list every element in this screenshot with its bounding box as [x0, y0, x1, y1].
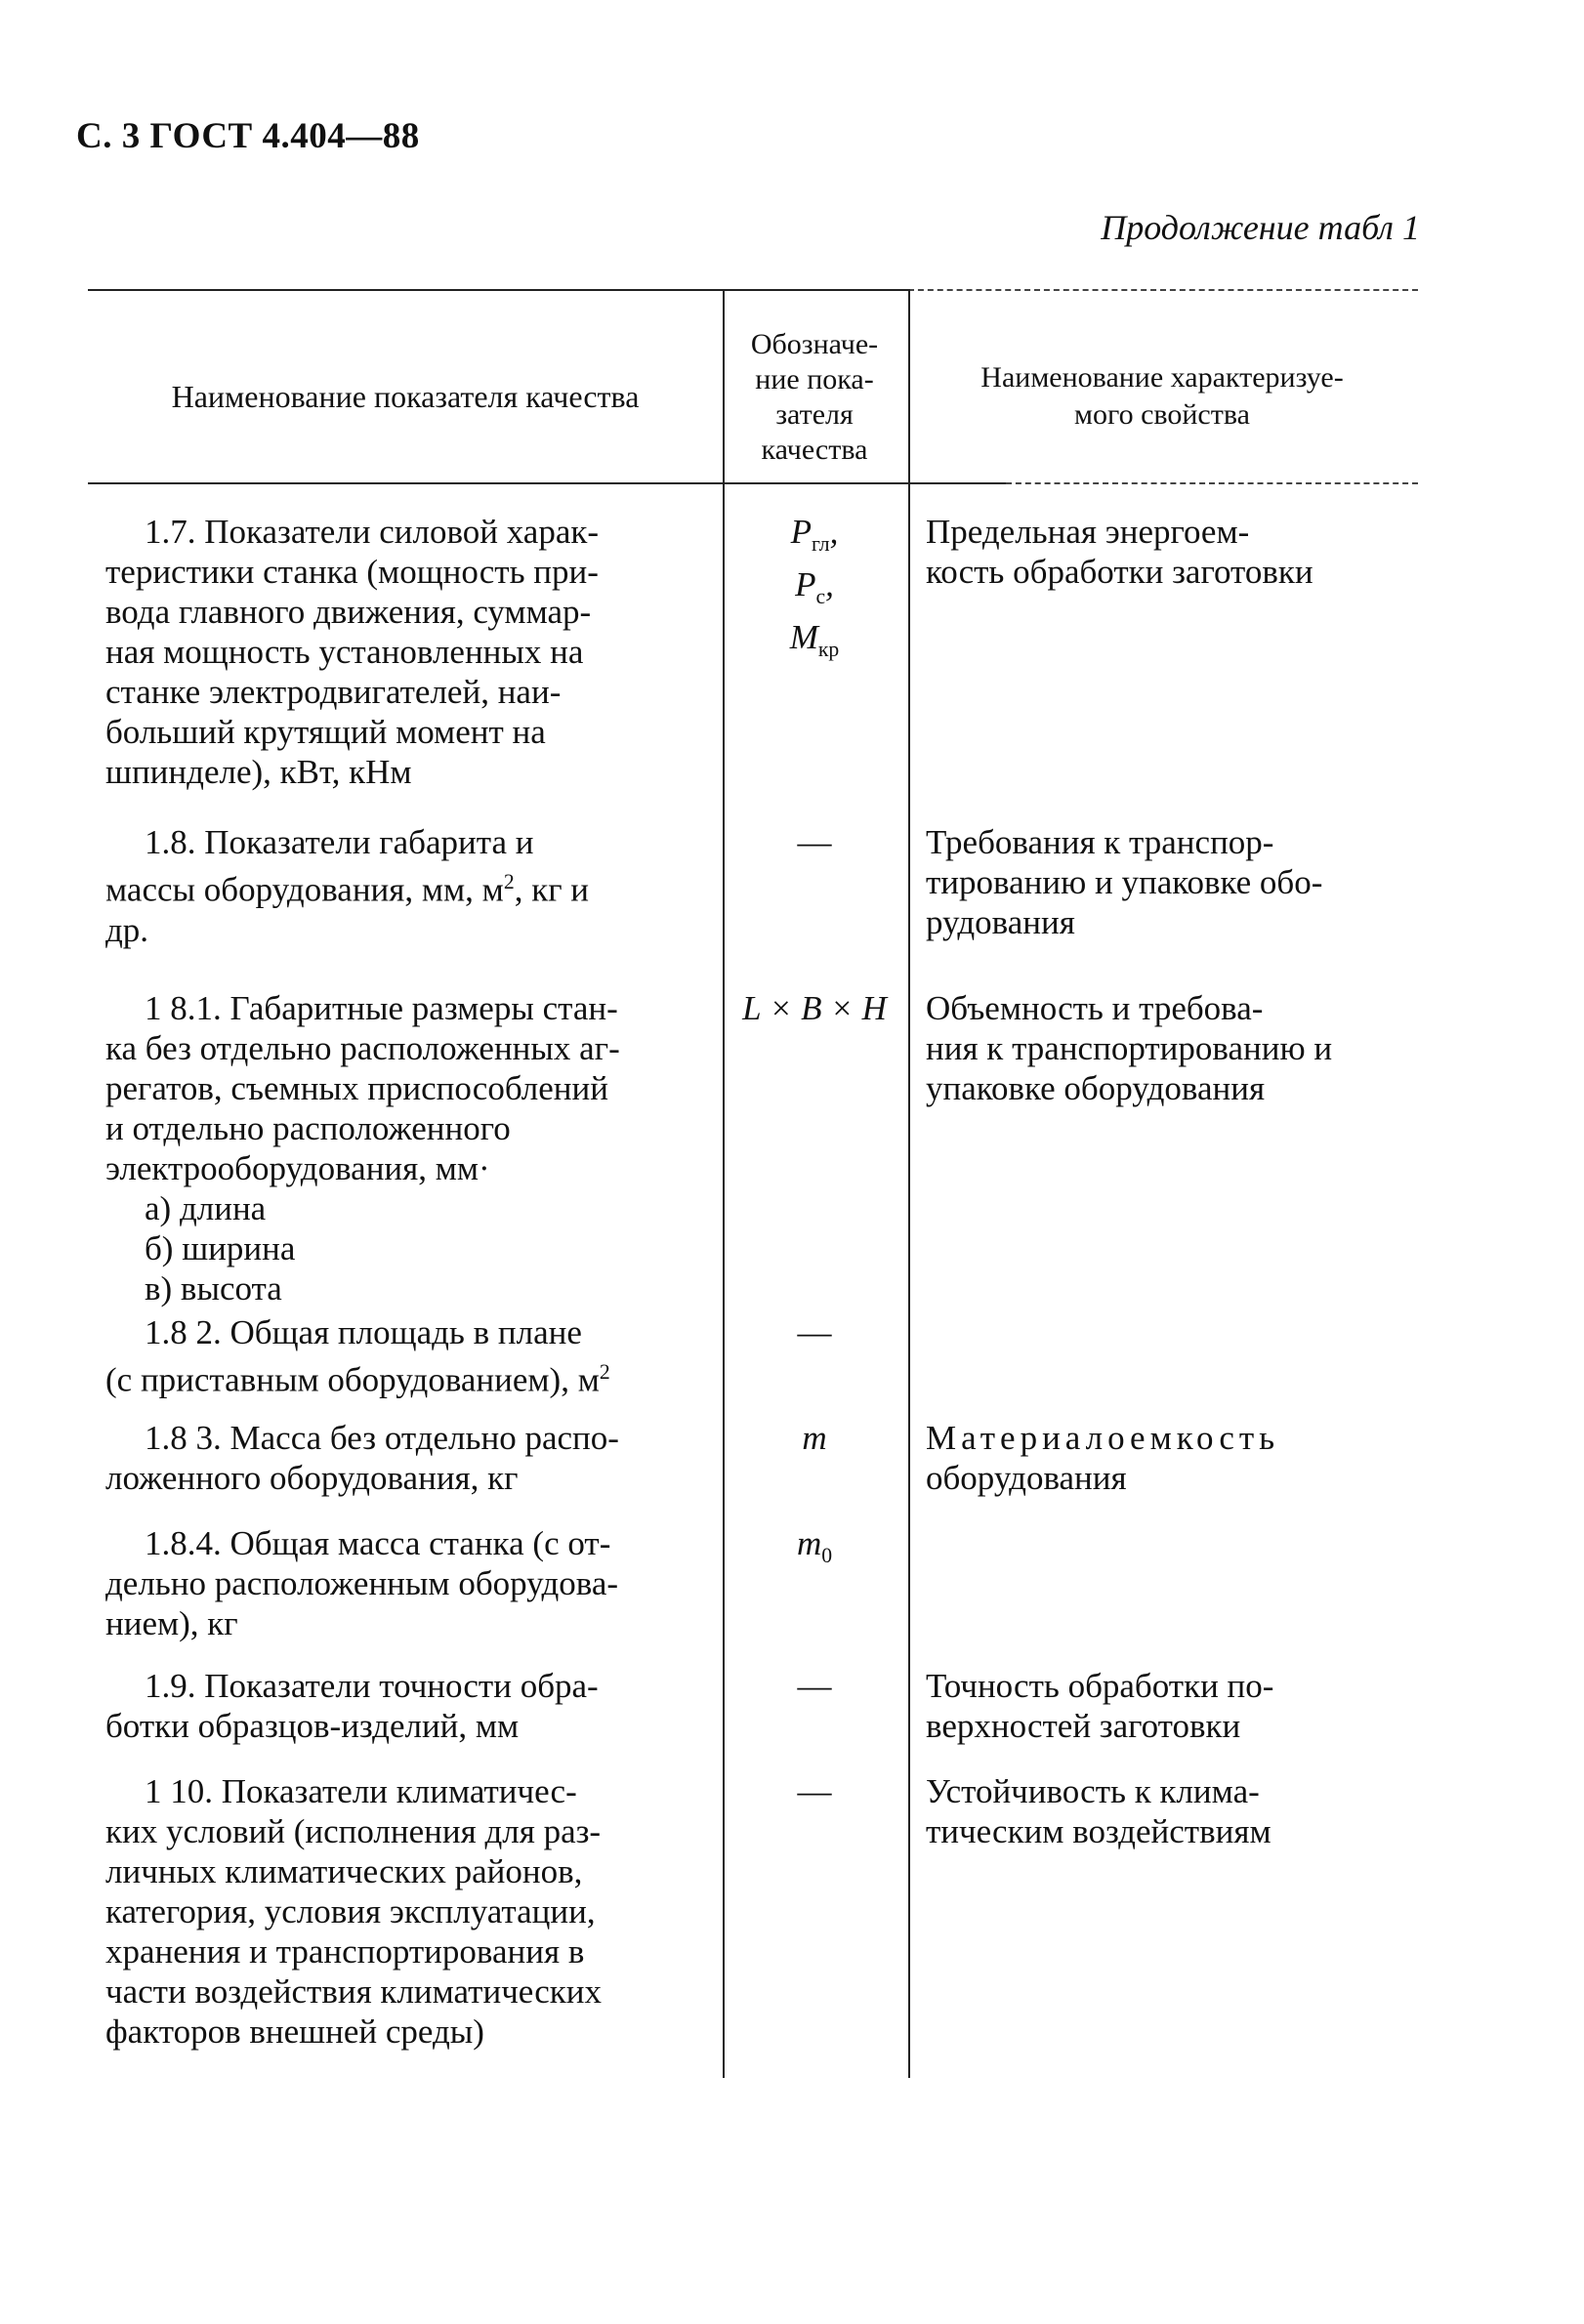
- indicator-name-cell: [105, 988, 713, 1308]
- indicator-name-cell: [105, 1771, 713, 2052]
- text: а) длина: [145, 1189, 267, 1227]
- text-line: вода главного движения, суммар-: [105, 593, 592, 631]
- text: 1.8. Показатели габарита и: [145, 823, 534, 861]
- column-header-symbol-line: зателя: [775, 398, 854, 431]
- text-line: хранения и транспортирования в: [105, 1932, 585, 1971]
- indicator-name-cell: [105, 1312, 713, 1400]
- text-line: упаковке оборудования: [926, 1069, 1266, 1107]
- column-header-property-line: мого свойства: [1074, 398, 1250, 431]
- text-line: [926, 1771, 1414, 1811]
- text-line: [105, 1418, 713, 1458]
- text-line: категория, условия эксплуатации,: [105, 1892, 596, 1930]
- text: в) высота: [145, 1269, 282, 1307]
- text-line: ботки образцов-изделий, мм: [105, 1707, 520, 1745]
- text: 1 10. Показатели климатичес-: [145, 1772, 577, 1810]
- text-line: ния к транспортированию и: [926, 1029, 1333, 1067]
- text: Предельная энергоем-: [926, 513, 1250, 551]
- text-line: [105, 1523, 713, 1563]
- column-divider-2: [908, 289, 910, 2078]
- text-line: [105, 1312, 713, 1352]
- symbol-line: [723, 1523, 906, 1576]
- text: 1.9. Показатели точности обра-: [145, 1667, 599, 1705]
- text-line: рудования: [926, 903, 1075, 941]
- symbol-main: P: [795, 565, 816, 603]
- symbol-cell: [723, 1418, 906, 1458]
- text-line: ложенного оборудования, кг: [105, 1459, 519, 1497]
- symbol-cell: [723, 1771, 906, 1811]
- column-header-property-line: Наименование характеризуе-: [980, 361, 1344, 394]
- symbol-subscript: c: [815, 585, 826, 608]
- column-header-symbol: [723, 324, 906, 471]
- text-line: тическим воздействиям: [926, 1812, 1271, 1850]
- symbol-dash: —: [797, 1667, 832, 1705]
- property-cell: [926, 822, 1414, 942]
- symbol-cell: [723, 512, 906, 670]
- superscript: 2: [503, 870, 515, 893]
- text-line: электрооборудования, мм·: [105, 1149, 490, 1187]
- text: (с приставным оборудованием), м: [105, 1360, 600, 1399]
- text-line: ная мощность установленных на: [105, 633, 584, 671]
- symbol-line: $P_c$,: [795, 565, 834, 608]
- symbol-dash: —: [797, 823, 832, 861]
- text-line: [105, 862, 713, 910]
- text: , кг и: [514, 870, 590, 909]
- symbol-dash: —: [797, 1313, 832, 1351]
- text: б) ширина: [145, 1229, 296, 1267]
- text-line: личных климатических районов,: [105, 1852, 583, 1890]
- table-top-rule-dashed: [908, 289, 1418, 291]
- column-header-property: [906, 328, 1418, 465]
- symbol-cell: [723, 1312, 906, 1352]
- indicator-name-cell: [105, 512, 713, 792]
- header-bottom-rule: [88, 482, 1006, 484]
- text-line: верхностей заготовки: [926, 1707, 1241, 1745]
- symbol-cell: [723, 1523, 906, 1576]
- symbol-dash: —: [797, 1772, 832, 1810]
- indicator-name-cell: [105, 1418, 713, 1498]
- symbol-dimensions: L × B × H: [742, 989, 887, 1027]
- property-cell: [926, 512, 1414, 592]
- text-line: [105, 822, 713, 862]
- column-header-symbol-line: качества: [761, 434, 868, 466]
- text-line: [926, 988, 1414, 1028]
- text: Материалоемкость: [926, 1419, 1280, 1457]
- text-line: [926, 822, 1414, 862]
- header-bottom-rule-dashed: [1006, 482, 1418, 484]
- page-header: С. 3 ГОСТ 4.404—88: [76, 116, 420, 156]
- symbol-mass: m: [802, 1419, 827, 1457]
- text-line: больший крутящий момент на: [105, 713, 546, 751]
- symbol-cell: [723, 822, 906, 862]
- text: Объемность и требова-: [926, 989, 1264, 1027]
- indicator-name-cell: [105, 822, 713, 950]
- column-header-symbol-line: ние пока-: [755, 363, 874, 395]
- symbol-line: $P_{гл}$,: [790, 513, 839, 556]
- indicator-name-cell: [105, 1666, 713, 1746]
- text: 1.8.4. Общая масса станка (с от-: [145, 1524, 611, 1562]
- text: Точность обработки по-: [926, 1667, 1274, 1705]
- text-line: станке электродвигателей, наи-: [105, 673, 562, 711]
- text-line: [105, 1666, 713, 1706]
- text: Требования к транспор-: [926, 823, 1274, 861]
- text-line: др.: [105, 910, 149, 949]
- text-line: теристики станка (мощность при-: [105, 553, 599, 591]
- property-cell: [926, 1771, 1414, 1851]
- table-continuation-label: Продолжение табл 1: [1101, 208, 1420, 247]
- property-cell: [926, 988, 1414, 1108]
- superscript: 2: [599, 1360, 610, 1384]
- text: 1 8.1. Габаритные размеры стан-: [145, 989, 618, 1027]
- text-line: оборудования: [926, 1459, 1127, 1497]
- property-cell: [926, 1418, 1414, 1498]
- text-line: шпинделе), кВт, кНм: [105, 753, 412, 791]
- table-top-rule: [88, 289, 908, 291]
- indicator-name-cell: [105, 1523, 713, 1643]
- text-line: [926, 1418, 1414, 1458]
- quality-indicators-table: [88, 289, 1418, 2076]
- text: 1.8 3. Масса без отдельно распо-: [145, 1419, 619, 1457]
- text-line: [105, 512, 713, 552]
- text: Устойчивость к клима-: [926, 1772, 1260, 1810]
- symbol-subscript: 0: [821, 1544, 833, 1567]
- symbol-subscript: гл: [812, 532, 830, 556]
- text-line: тированию и упаковке обо-: [926, 863, 1323, 901]
- symbol-main: m: [796, 1524, 822, 1562]
- text: 1.7. Показатели силовой харак-: [145, 513, 600, 551]
- text-line: [105, 1352, 713, 1400]
- text-line: и отдельно расположенного: [105, 1109, 511, 1147]
- symbol-line: [723, 617, 906, 670]
- symbol-subscript: кр: [817, 638, 840, 661]
- text-line: [105, 988, 713, 1028]
- symbol-cell: [723, 988, 906, 1028]
- symbol-main: M: [789, 618, 818, 656]
- list-item: [105, 1268, 713, 1308]
- text-line: [926, 1666, 1414, 1706]
- list-item: [105, 1188, 713, 1228]
- text-line: регатов, съемных приспособлений: [105, 1069, 608, 1107]
- text-line: факторов внешней среды): [105, 2013, 484, 2051]
- property-cell: [926, 1666, 1414, 1746]
- text-line: ка без отдельно расположенных аг-: [105, 1029, 620, 1067]
- list-item: [105, 1228, 713, 1268]
- symbol-main: P: [790, 513, 812, 551]
- column-header-symbol-line: Обозначе-: [750, 328, 879, 360]
- text-line: нием), кг: [105, 1604, 238, 1642]
- text-line: ких условий (исполнения для раз-: [105, 1812, 602, 1850]
- text-line: кость обработки заготовки: [926, 553, 1313, 591]
- text: массы оборудования, мм, м: [105, 870, 504, 909]
- text-line: [105, 1771, 713, 1811]
- column-header-indicator-name-text: Наименование показателя качества: [171, 378, 640, 414]
- text-line: части воздействия климатических: [105, 1972, 602, 2011]
- text-line: дельно расположенным оборудова-: [105, 1564, 619, 1602]
- column-header-indicator-name: [88, 328, 723, 465]
- symbol-cell: [723, 1666, 906, 1706]
- text: 1.8 2. Общая площадь в плане: [145, 1313, 582, 1351]
- text-line: [926, 512, 1414, 552]
